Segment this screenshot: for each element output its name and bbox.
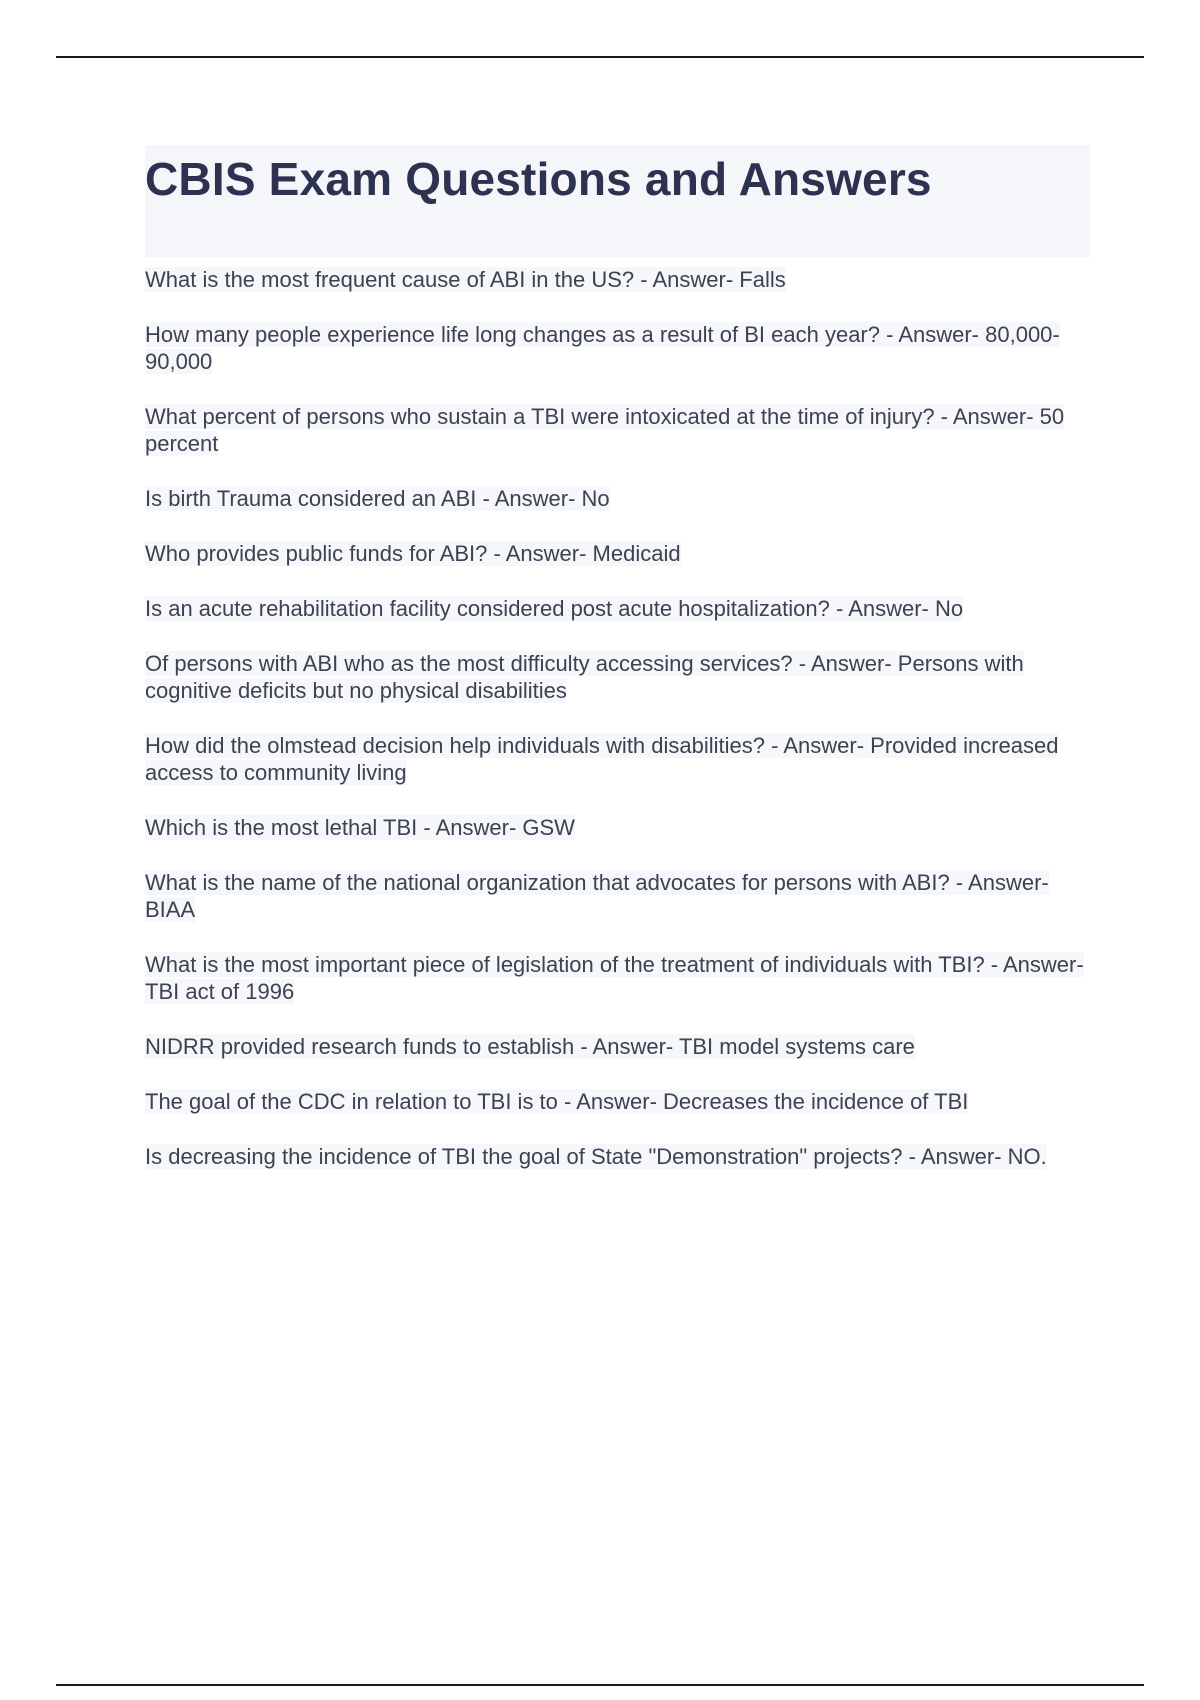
qa-item [145,869,1090,923]
qa-item [145,1088,1090,1115]
qa-text: Is decreasing the incidence of TBI the goal of State "Demonstration" projects? - Answer- NO. [145,1144,1047,1169]
qa-item [145,321,1090,375]
document-body [145,145,1090,1198]
qa-item [145,1143,1090,1170]
qa-list [145,266,1090,1170]
qa-text: How did the olmstead decision help individuals with disabilities? - Answer- Provided increased access to community living [145,733,1059,785]
qa-text: Is an acute rehabilitation facility considered post acute hospitalization? - Answer- No [145,596,964,621]
qa-item [145,1033,1090,1060]
qa-text: What is the name of the national organization that advocates for persons with ABI? - Answer- BIAA [145,870,1049,922]
qa-text: Who provides public funds for ABI? - Answer- Medicaid [145,541,681,566]
qa-item [145,403,1090,457]
qa-text: How many people experience life long changes as a result of BI each year? - Answer- 80,000-90,000 [145,322,1060,374]
qa-item [145,951,1090,1005]
qa-text: The goal of the CDC in relation to TBI is to - Answer- Decreases the incidence of TBI [145,1089,969,1114]
qa-item [145,540,1090,567]
qa-text: NIDRR provided research funds to establish - Answer- TBI model systems care [145,1034,915,1059]
qa-text: Of persons with ABI who as the most difficulty accessing services? - Answer- Persons with cognitive deficits but no physical disabilities [145,651,1024,703]
qa-item [145,266,1090,293]
qa-item [145,732,1090,786]
header-rule [56,56,1144,58]
qa-text: What is the most important piece of legislation of the treatment of individuals with TBI? - Answer- TBI act of 1996 [145,952,1084,1004]
qa-item [145,814,1090,841]
qa-text: Is birth Trauma considered an ABI - Answer- No [145,486,610,511]
footer-rule [56,1684,1144,1686]
qa-text: What is the most frequent cause of ABI in the US? - Answer- Falls [145,267,786,292]
qa-item [145,595,1090,622]
qa-text: Which is the most lethal TBI - Answer- GSW [145,815,575,840]
title-banner [145,145,1090,257]
qa-item [145,650,1090,704]
qa-item [145,485,1090,512]
document-title: CBIS Exam Questions and Answers [145,153,932,205]
qa-text: What percent of persons who sustain a TBI were intoxicated at the time of injury? - Answer- 50 percent [145,404,1065,456]
